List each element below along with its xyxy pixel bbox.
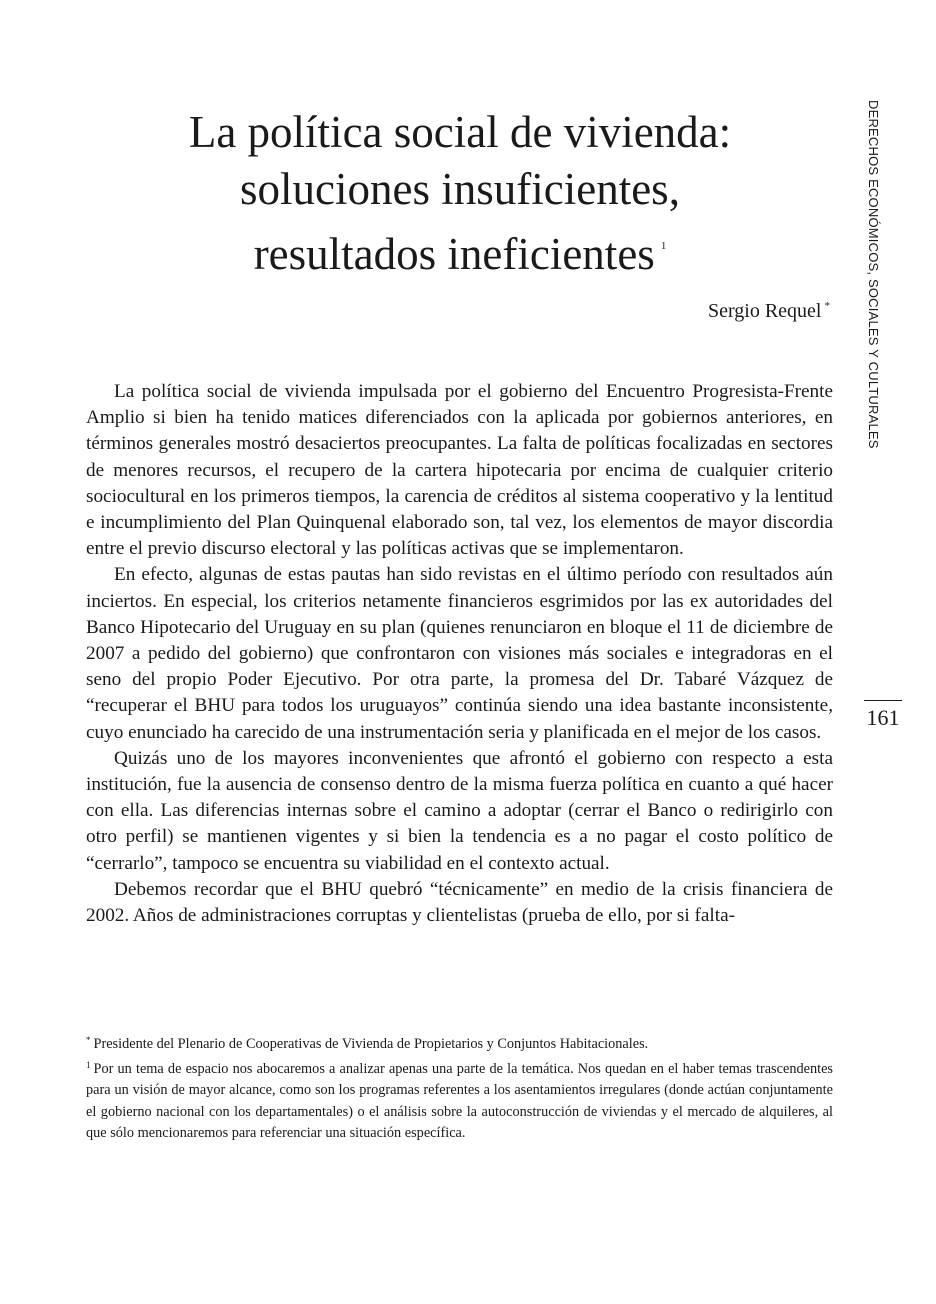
- footnote-author: [86, 1030, 833, 1055]
- title-line-2: soluciones insuficientes,: [240, 164, 680, 214]
- footnote-1: [86, 1055, 833, 1144]
- footnote-author-mark: *: [86, 1035, 91, 1045]
- title-line-3-text: resultados ineficientes: [253, 229, 655, 279]
- footnote-author-text: Presidente del Plenario de Cooperativas de Vivienda de Propietarios y Conjuntos Habitacionales.: [93, 1036, 649, 1052]
- paragraph-1: La política social de vivienda impulsada por el gobierno del Encuentro Progresista-Frente Amplio si bien ha tenido matices diferenciados con la aplicada por gobiernos anteriores, en términos generales mostró desaciertos preocupantes. La falta de políticas focalizadas en sectores de menores recursos, el recupero de la cartera hipotecaria por encima de cualquier criterio sociocultural en los primeros tiempos, la carencia de créditos al sistema cooperativo y la lentitud e incumplimiento del Plan Quinquenal elaborado son, tal vez, los elementos de mayor discordia entre el previo discurso electoral y las políticas activas que se implementaron.: [86, 381, 833, 560]
- title-line-1: La política social de vivienda:: [188, 107, 732, 157]
- footnotes: [86, 1030, 833, 1144]
- author-byline: [708, 300, 830, 323]
- article-title: [140, 104, 780, 283]
- footnote-1-mark: 1: [86, 1060, 91, 1071]
- footnote-1-text: Por un tema de espacio nos abocaremos a analizar apenas una parte de la temática. Nos quedan en el haber temas trascendentes para un visión de mayor alcance, como son los programas referentes a los asentamientos irregulares (donde actúan conjuntamente el gobierno nacional con los departamentales) o el análisis sobre la autoconstrucción de viviendas y el mercado de alquileres, al que sólo mencionaremos para referenciar una situación específica.: [86, 1061, 833, 1141]
- page-number: 161: [864, 700, 902, 731]
- author-footnote-mark: *: [824, 300, 830, 312]
- title-line-3: [140, 218, 780, 283]
- running-head-text: DERECHOS ECONÓMICOS, SOCIALES Y CULTURALES: [866, 100, 881, 449]
- paragraph-3: Quizás uno de los mayores inconvenientes que afrontó el gobierno con respecto a esta institución, fue la ausencia de consenso dentro de la misma fuerza política en cuanto a qué hacer con ella. Las diferencias internas sobre el camino a adoptar (cerrar el Banco o redirigirlo con otro perfil) se mantienen vigentes y si bien la tendencia es a no pagar el costo político de “cerrarlo”, tampoco se encuentra su viabilidad en el contexto actual.: [86, 747, 833, 874]
- running-head: [866, 100, 886, 449]
- article-body: [86, 379, 833, 929]
- title-footnote-mark: 1: [660, 240, 667, 252]
- author-name: Sergio Requel: [707, 300, 822, 322]
- paragraph-2: En efecto, algunas de estas pautas han sido revistas en el último período con resultados aún inciertos. En especial, los criterios netamente financieros esgrimidos por las ex autoridades del Banco Hipotecario del Uruguay en su plan (quienes renunciaron en bloque el 11 de diciembre de 2007 a pedido del gobierno) que confrontaron con visiones más sociales e integradoras en el seno del propio Poder Ejecutivo. Por otra parte, la promesa del Dr. Tabaré Vázquez de “recuperar el BHU para todos los uruguayos” continúa siendo una idea bastante inconsistente, cuyo enunciado ha carecido de una instrumentación seria y planificada en el mejor de los casos.: [86, 564, 833, 743]
- paragraph-4: Debemos recordar que el BHU quebró “técnicamente” en medio de la crisis financiera de 2002. Años de administraciones corruptas y clientelistas (prueba de ello, por si falta-: [86, 878, 833, 927]
